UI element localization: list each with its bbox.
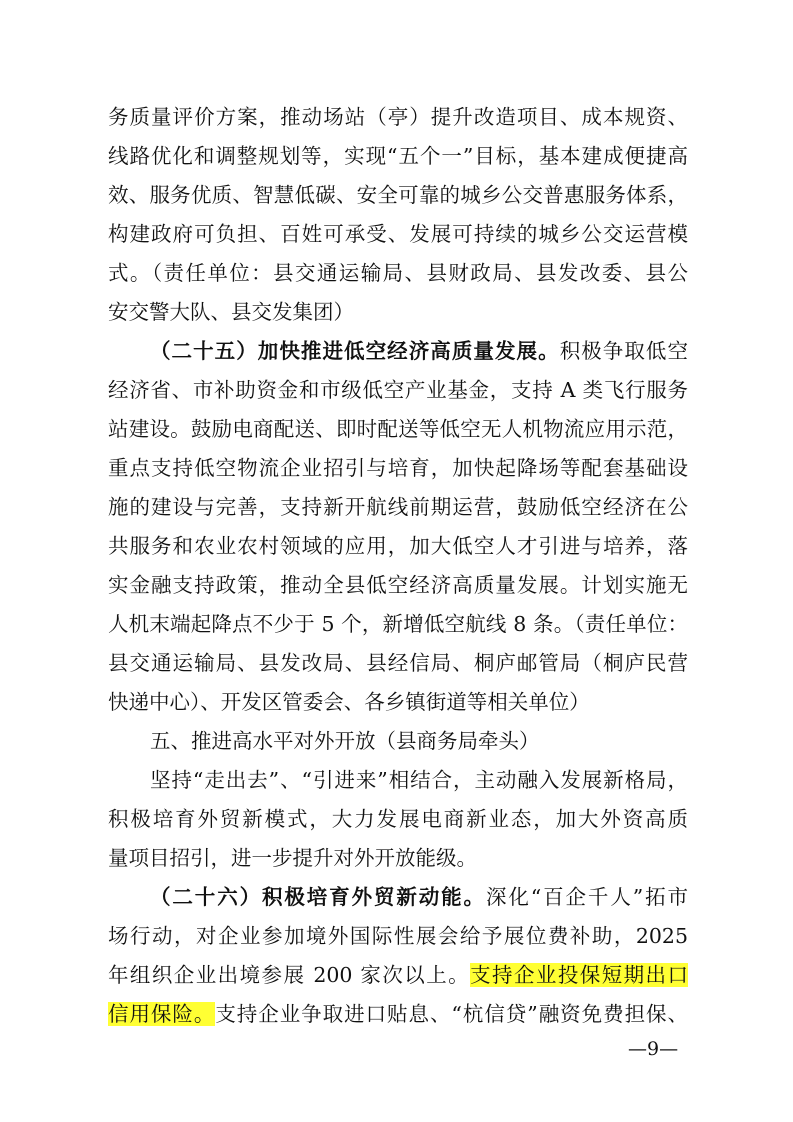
text-line: 安交警大队、县交发集团） — [108, 300, 354, 324]
item-26-first-line — [108, 878, 688, 917]
text-span: 年组织企业出境参展 200 家次以上。 — [108, 963, 471, 987]
text-line: 场行动，对企业参加境外国际性展会给予展位费补助，2025 — [108, 924, 688, 948]
text-line: 经济省、市补助资金和市级低空产业基金，支持 A 类飞行服务 — [108, 378, 688, 402]
text-span: 积极争取低空 — [559, 339, 688, 363]
text-line: 施的建设与完善，支持新开航线前期运营，鼓励低空经济在公 — [108, 495, 688, 519]
text-line: 共服务和农业农村领域的应用，加大低空人才引进与培养，落 — [108, 534, 688, 558]
body-text — [108, 98, 688, 1034]
text-span: 深化“百企千人”拓市 — [485, 885, 689, 909]
highlighted-text: 支持企业投保短期出口 — [470, 963, 688, 987]
text-span: 支持企业争取进口贴息、“杭信贷”融资免费担保、 — [215, 1002, 688, 1026]
text-line: 实金融支持政策，推动全县低空经济高质量发展。计划实施无 — [108, 573, 688, 597]
page-number: —9— — [628, 1038, 679, 1060]
text-line: 坚持“走出去”、“引进来”相结合，主动融入发展新格局， — [150, 768, 688, 792]
text-line: 线路优化和调整规划等，实现“五个一”目标，基本建成便捷高 — [108, 144, 688, 168]
text-line: 站建设。鼓励电商配送、即时配送等低空无人机物流应用示范， — [108, 417, 688, 441]
text-line — [108, 956, 688, 995]
item-26-heading: （二十六）积极培育外贸新动能。 — [150, 885, 486, 909]
section-5-title: 五、推进高水平对外开放（县商务局牵头） — [150, 729, 540, 753]
item-25-first-line — [108, 332, 688, 371]
text-line: 式。（责任单位：县交通运输局、县财政局、县发改委、县公 — [108, 261, 688, 285]
text-line: 效、服务优质、智慧低碳、安全可靠的城乡公交普惠服务体系， — [108, 183, 688, 207]
text-line: 快递中心）、开发区管委会、各乡镇街道等相关单位） — [108, 690, 590, 714]
item-25-heading: （二十五）加快推进低空经济高质量发展。 — [150, 339, 560, 363]
text-line: 县交通运输局、县发改局、县经信局、桐庐邮管局（桐庐民营 — [108, 651, 688, 675]
text-line: 积极培育外贸新模式，大力发展电商新业态，加大外资高质 — [108, 807, 688, 831]
text-line: 重点支持低空物流企业招引与培育，加快起降场等配套基础设 — [108, 456, 688, 480]
text-line: 量项目招引，进一步提升对外开放能级。 — [108, 846, 477, 870]
text-line: 人机末端起降点不少于 5 个，新增低空航线 8 条。（责任单位： — [108, 612, 688, 636]
highlighted-text: 信用保险。 — [108, 1002, 216, 1026]
text-line: 构建政府可负担、百姓可承受、发展可持续的城乡公交运营模 — [108, 222, 688, 246]
text-line: 务质量评价方案，推动场站（亭）提升改造项目、成本规资、 — [108, 105, 688, 129]
text-line — [108, 995, 688, 1034]
